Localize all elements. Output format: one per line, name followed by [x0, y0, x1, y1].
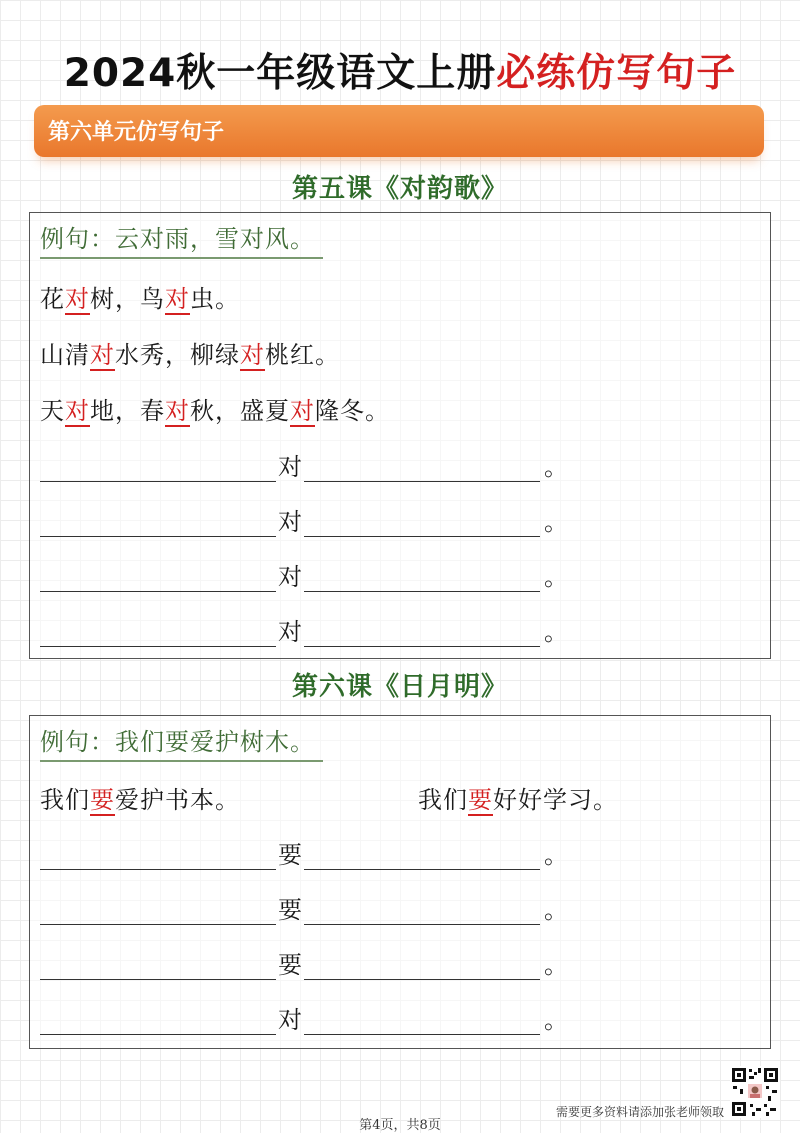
keyword: 要 — [90, 786, 115, 814]
blank-left[interactable] — [40, 841, 276, 870]
fill-in-row: 要 。 — [40, 835, 568, 869]
title-main: 2024秋一年级语文上册 — [63, 51, 497, 96]
blank-left[interactable] — [40, 1006, 276, 1035]
blank-left[interactable] — [40, 563, 276, 592]
lesson-6-box — [29, 715, 771, 1049]
blank-left[interactable] — [40, 453, 276, 482]
blank-right[interactable] — [304, 841, 540, 870]
blank-right[interactable] — [304, 453, 540, 482]
blank-left[interactable] — [40, 508, 276, 537]
page-number: 第4页，共8页 — [359, 1118, 441, 1133]
keyword: 对 — [165, 397, 190, 425]
fill-in-row: 要 。 — [40, 890, 568, 924]
lesson-6-line-2: 我们要好好学习。 — [418, 786, 618, 814]
keyword: 对 — [290, 397, 315, 425]
lesson-5-example: 例句：云对雨，雪对风。 — [40, 219, 323, 259]
keyword: 对 — [165, 285, 190, 313]
blank-left[interactable] — [40, 896, 276, 925]
qr-code-icon — [730, 1066, 780, 1118]
blank-right[interactable] — [304, 563, 540, 592]
keyword: 对 — [65, 397, 90, 425]
fill-in-row: 要 。 — [40, 945, 568, 979]
lesson-5-title: 第五课《对韵歌》 — [291, 174, 508, 204]
blank-right[interactable] — [304, 896, 540, 925]
lesson-6-title: 第六课《日月明》 — [291, 672, 508, 702]
contact-notice: 需要更多资料请添加张老师领取 — [556, 1105, 725, 1119]
lesson-6-line-1: 我们要爱护书本。 — [40, 786, 240, 814]
blank-right[interactable] — [304, 951, 540, 980]
fill-in-row: 对 。 — [40, 447, 568, 481]
lesson-5-line-3: 天对地，春对秋，盛夏对隆冬。 — [40, 397, 390, 425]
fill-in-row: 对 。 — [40, 557, 568, 591]
lesson-5-line-2: 山清对水秀，柳绿对桃红。 — [40, 341, 340, 369]
unit-banner — [34, 105, 764, 157]
lesson-5-line-1: 花对树，鸟对虫。 — [40, 285, 240, 313]
blank-left[interactable] — [40, 951, 276, 980]
blank-left[interactable] — [40, 618, 276, 647]
keyword: 对 — [65, 285, 90, 313]
fill-in-row: 对 。 — [40, 612, 568, 646]
blank-right[interactable] — [304, 508, 540, 537]
fill-in-row: 对 。 — [40, 502, 568, 536]
keyword: 对 — [90, 341, 115, 369]
keyword: 要 — [468, 786, 493, 814]
unit-title: 第六单元仿写句子 — [48, 120, 225, 145]
blank-right[interactable] — [304, 1006, 540, 1035]
lesson-6-example: 例句：我们要爱护树木。 — [40, 722, 323, 762]
blank-right[interactable] — [304, 618, 540, 647]
page-title — [0, 42, 800, 98]
title-highlight: 必练仿写句子 — [496, 51, 737, 96]
fill-in-row: 对 。 — [40, 1000, 568, 1034]
keyword: 对 — [240, 341, 265, 369]
lesson-5-box — [29, 212, 771, 659]
